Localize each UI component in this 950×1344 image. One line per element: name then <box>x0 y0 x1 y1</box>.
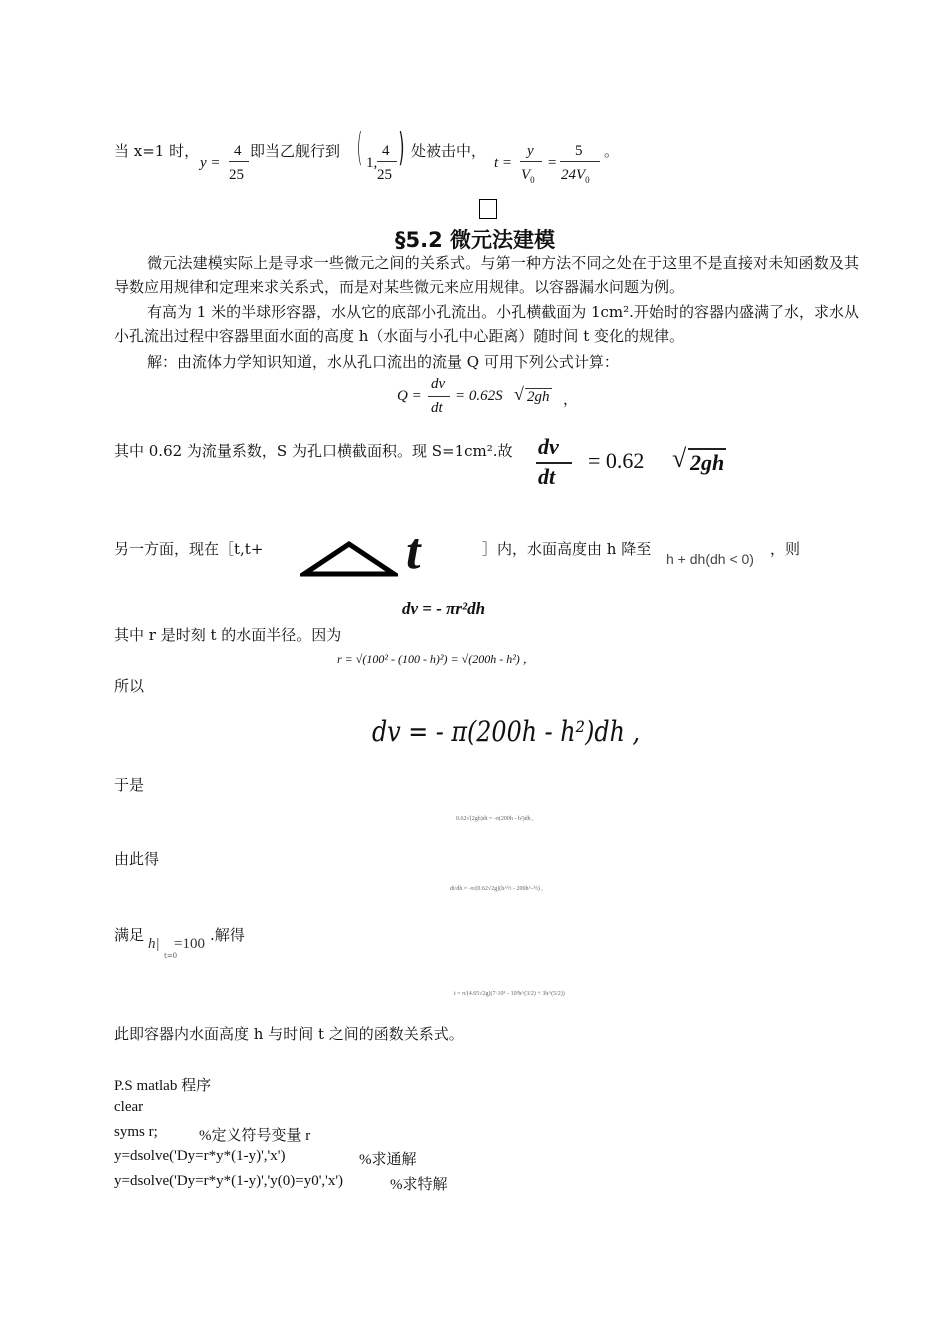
line-sat-1: 满足 <box>114 926 145 944</box>
eq-y-den: 25 <box>229 167 244 183</box>
line-sat-sub: t=0 <box>164 952 178 960</box>
line-then: 于是 <box>114 776 145 794</box>
code-line-3 <box>114 1124 311 1144</box>
eq-q-radical: √ <box>514 384 524 404</box>
point-num: 4 <box>382 143 390 159</box>
equation-big <box>536 434 776 490</box>
eq-q-rhs: = 0.62S <box>455 388 503 404</box>
line1-text-1: 当 x=1 时， <box>114 142 200 160</box>
eq-big-den: dt <box>538 464 556 489</box>
eq-t-bar2 <box>560 161 600 162</box>
paren-left: ( <box>356 125 363 169</box>
equation-tiny-1: 0.62√(2gh)dt = -π(200h - h²)dh , <box>456 816 534 822</box>
eq-big-radical: √ <box>672 444 687 473</box>
code-comment: %定义符号变量 r <box>199 1128 311 1144</box>
code-line-2 <box>114 1099 143 1116</box>
equation-tiny-3: t = π/(4.65√2g)(7·10⁵ - 10³h^(3/2) + 3h^(5/2)) <box>454 991 565 997</box>
code-line-5 <box>114 1173 448 1193</box>
line-r: 其中 r 是时刻 t 的水面半径。因为 <box>114 626 342 644</box>
eq-q-end: ， <box>563 392 579 408</box>
eq-q-lhs: Q = <box>397 388 422 404</box>
delta-t: t <box>406 523 421 580</box>
code-text: syms r; <box>114 1124 158 1140</box>
eq-t-eq: = <box>547 155 558 171</box>
line-another-3: ，则 <box>770 540 801 558</box>
eq-t-den2 <box>561 165 590 190</box>
missing-glyph-box <box>479 199 497 219</box>
line-result: 此即容器内水面高度 h 与时间 t 之间的函数关系式。 <box>114 1025 464 1043</box>
code-text: y=dsolve('Dy=r*y*(1-y)','y(0)=y0','x') <box>114 1173 344 1189</box>
eq-y-lhs: y = <box>200 155 221 171</box>
code-text: P.S matlab 程序 <box>114 1078 212 1094</box>
eq-big-sqrt: 2gh <box>690 450 725 475</box>
line-another-expr: h + dh(dh < 0) <box>666 551 754 567</box>
section-heading: §5.2 微元法建模 <box>394 228 555 252</box>
point-x: 1, <box>366 155 378 171</box>
code-comment: %求特解 <box>390 1177 448 1193</box>
code-text: y=dsolve('Dy=r*y*(1-y)','x') <box>114 1148 286 1164</box>
equation-q <box>397 376 597 420</box>
eq-t-num1: y <box>527 143 534 159</box>
eq-q-den: dt <box>431 400 443 416</box>
eq-q-bar <box>428 396 450 397</box>
eq-t-bar1 <box>520 161 542 162</box>
code-line-1 <box>114 1074 211 1095</box>
point-den: 25 <box>377 167 392 183</box>
line-sat-rhs: =100 <box>174 936 205 952</box>
line-so: 所以 <box>114 677 145 695</box>
paragraph-2 <box>114 300 859 348</box>
paragraph-3 <box>114 350 859 374</box>
equation-tiny-2: dt/dh = -π/(0.62√2g)(h^½ - 200h^-½) , <box>450 886 543 892</box>
paragraph-2-text: 有高为 1 米的半球形容器，水从它的底部小孔流出。小孔横截面为 1cm².开始时的容器内盛满了水，求水从小孔流出过程中容器里面水面的高度 h（水面与小孔中心距离）随时间 t 变化的规律。 <box>114 303 859 345</box>
paragraph-3-text: 解：由流体力学知识知道，水从孔口流出的流量 Q 可用下列公式计算： <box>147 353 619 371</box>
eq-q-num: dv <box>431 376 446 392</box>
eq-t-den2-sub: 0 <box>585 175 590 185</box>
line1-text-2: 即当乙舰行到 <box>250 142 341 160</box>
eq-big-rhs: = 0.62 <box>588 448 645 473</box>
eq-t-num2: 5 <box>575 143 583 159</box>
paragraph-1 <box>114 251 859 299</box>
code-line-4 <box>114 1148 417 1168</box>
eq-y-bar <box>229 161 249 162</box>
eq-t-den2-v: 24V <box>561 167 586 183</box>
equation-dv2: dv = - π(200h - h²)dh , <box>372 715 641 748</box>
line-other: 其中 0.62 为流量系数，S 为孔口横截面积。现 S=1cm².故 <box>114 442 513 460</box>
line-another-1: 另一方面，现在［t,t+ <box>114 540 264 558</box>
code-comment: %求通解 <box>359 1152 417 1168</box>
line1-text-3: 处被击中， <box>411 142 487 160</box>
point-bar <box>377 161 397 162</box>
delta-triangle <box>300 540 398 578</box>
eq-t-lhs: t = <box>494 155 513 171</box>
line-sat-expr: h| <box>148 936 160 952</box>
line-another-2: ］内，水面高度由 h 降至 <box>482 540 652 558</box>
eq-t-den1 <box>521 165 535 190</box>
paragraph-1-text: 微元法建模实际上是寻求一些微元之间的关系式。与第一种方法不同之处在于这里不是直接对未知函数及其导数应用规律和定理来求关系式，而是对某些微元来应用规律。以容器漏水问题为例。 <box>114 254 859 296</box>
eq-t-den1-v: V <box>521 167 531 183</box>
line-satisfy <box>114 925 314 960</box>
line1-end: 。 <box>604 142 620 160</box>
equation-r: r = √(100² - (100 - h)²) = √(200h - h²) ， <box>337 652 535 666</box>
eq-t-den1-sub: 0 <box>530 175 535 185</box>
line-thus: 由此得 <box>114 850 160 868</box>
equation-dv: dv = - πr²dh <box>402 599 486 618</box>
code-text: clear <box>114 1099 144 1115</box>
line-sat-2: .解得 <box>210 926 245 944</box>
eq-q-sqrt: 2gh <box>527 389 550 405</box>
eq-y-num: 4 <box>234 143 242 159</box>
paren-right: ) <box>398 125 405 169</box>
eq-big-num: dv <box>538 434 559 459</box>
